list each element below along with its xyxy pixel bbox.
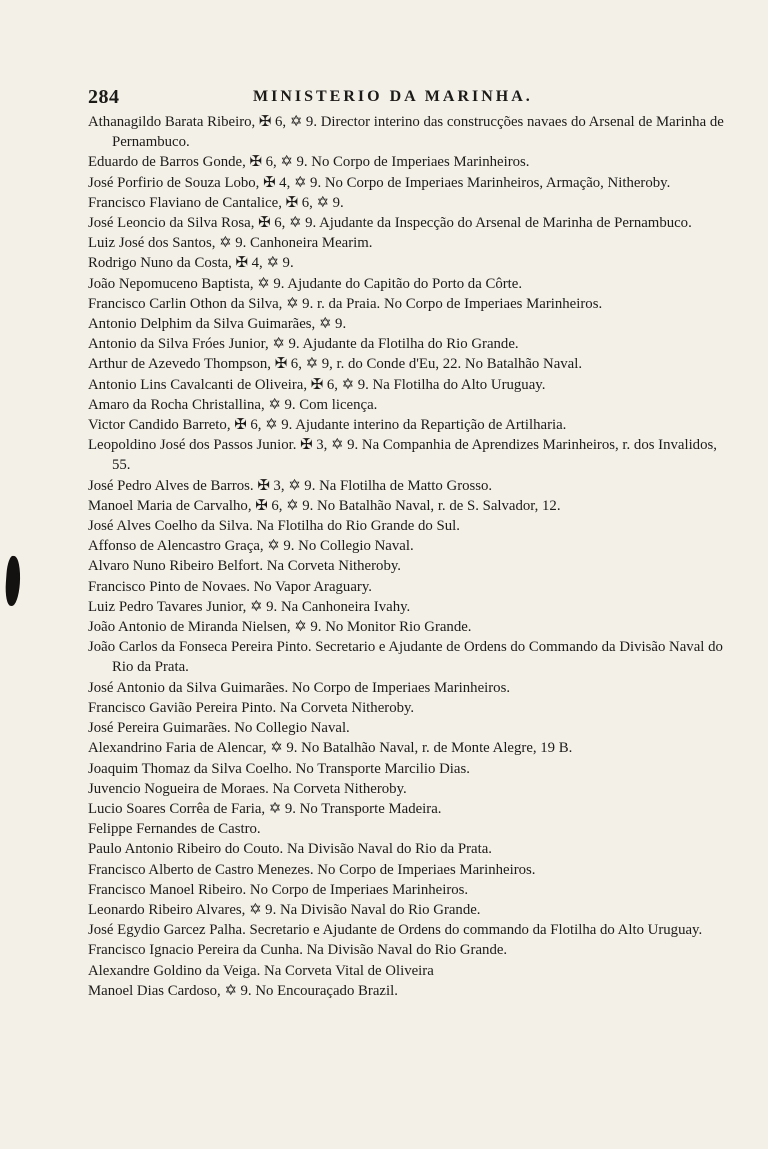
list-item: Francisco Pinto de Novaes. No Vapor Araguary. (88, 578, 372, 595)
list-item: João Antonio de Miranda Nielsen, ✡ 9. No Monitor Rio Grande. (88, 619, 472, 636)
list-item: José Antonio da Silva Guimarães. No Corpo de Imperiaes Marinheiros. (88, 679, 511, 696)
running-title: MINISTERIO DA MARINHA. (253, 88, 533, 105)
list-item: Affonso de Alencastro Graça, ✡ 9. No Collegio Naval. (88, 538, 414, 555)
entry-list (88, 112, 728, 1001)
page-header (88, 86, 728, 112)
list-item: José Porfirio de Souza Lobo, ✠ 4, ✡ 9. No Corpo de Imperiaes Marinheiros, Armação, Nitheroby. (88, 174, 671, 191)
list-item: Eduardo de Barros Gonde, ✠ 6, ✡ 9. No Corpo de Imperiaes Marinheiros. (88, 154, 530, 171)
list-item: Francisco Alberto de Castro Menezes. No Corpo de Imperiaes Marinheiros. (88, 861, 536, 878)
list-item: Paulo Antonio Ribeiro do Couto. Na Divisão Naval do Rio da Prata. (88, 841, 492, 858)
list-item: Leopoldino José dos Passos Junior. ✠ 3, ✡ 9. Na Companhia de Aprendizes Marinheiros, r. dos Invalidos, 55. (88, 437, 717, 474)
list-item: José Leoncio da Silva Rosa, ✠ 6, ✡ 9. Ajudante da Inspecção do Arsenal de Marinha de Pernambuco. (88, 215, 692, 232)
list-item: Luiz José dos Santos, ✡ 9. Canhoneira Mearim. (88, 235, 373, 252)
list-item: Alvaro Nuno Ribeiro Belfort. Na Corveta Nitheroby. (88, 558, 401, 575)
list-item: Antonio da Silva Fróes Junior, ✡ 9. Ajudante da Flotilha do Rio Grande. (88, 336, 519, 353)
list-item: Manoel Dias Cardoso, ✡ 9. No Encouraçado Brazil. (88, 982, 398, 999)
list-item: Francisco Flaviano de Cantalice, ✠ 6, ✡ 9. (88, 194, 344, 211)
list-item: Joaquim Thomaz da Silva Coelho. No Transporte Marcilio Dias. (88, 760, 470, 777)
list-item: Manoel Maria de Carvalho, ✠ 6, ✡ 9. No Batalhão Naval, r. de S. Salvador, 12. (88, 497, 561, 514)
list-item: Luiz Pedro Tavares Junior, ✡ 9. Na Canhoneira Ivahy. (88, 598, 411, 615)
list-item: Victor Candido Barreto, ✠ 6, ✡ 9. Ajudante interino da Repartição de Artilharia. (88, 417, 567, 434)
list-item: Antonio Delphim da Silva Guimarães, ✡ 9. (88, 316, 347, 333)
list-item: Francisco Gavião Pereira Pinto. Na Corveta Nitheroby. (88, 699, 415, 716)
ink-smudge (4, 556, 21, 607)
list-item: José Egydio Garcez Palha. Secretario e Ajudante de Ordens do commando da Flotilha do Alto Uruguay. (88, 922, 703, 939)
list-item: Alexandre Goldino da Veiga. Na Corveta Vital de Oliveira (88, 962, 434, 979)
list-item: José Alves Coelho da Silva. Na Flotilha do Rio Grande do Sul. (88, 518, 460, 535)
list-item: José Pereira Guimarães. No Collegio Naval. (88, 720, 350, 737)
list-item: Leonardo Ribeiro Alvares, ✡ 9. Na Divisão Naval do Rio Grande. (88, 901, 481, 918)
list-item: José Pedro Alves de Barros. ✠ 3, ✡ 9. Na Flotilha de Matto Grosso. (88, 477, 493, 494)
list-item: João Nepomuceno Baptista, ✡ 9. Ajudante do Capitão do Porto da Côrte. (88, 275, 523, 292)
list-item: Athanagildo Barata Ribeiro, ✠ 6, ✡ 9. Director interino das construcções navaes do Arsenal de Marinha de Pernambuco. (88, 114, 724, 151)
list-item: Juvencio Nogueira de Moraes. Na Corveta Nitheroby. (88, 780, 407, 797)
list-item: Francisco Ignacio Pereira da Cunha. Na Divisão Naval do Rio Grande. (88, 942, 508, 959)
list-item: Rodrigo Nuno da Costa, ✠ 4, ✡ 9. (88, 255, 294, 272)
list-item: Francisco Carlin Othon da Silva, ✡ 9. r. da Praia. No Corpo de Imperiaes Marinheiros. (88, 295, 603, 312)
list-item: Antonio Lins Cavalcanti de Oliveira, ✠ 6, ✡ 9. Na Flotilha do Alto Uruguay. (88, 376, 546, 393)
list-item: Francisco Manoel Ribeiro. No Corpo de Imperiaes Marinheiros. (88, 881, 469, 898)
list-item: Amaro da Rocha Christallina, ✡ 9. Com licença. (88, 396, 378, 413)
list-item: Alexandrino Faria de Alencar, ✡ 9. No Batalhão Naval, r. de Monte Alegre, 19 B. (88, 740, 573, 757)
list-item: Arthur de Azevedo Thompson, ✠ 6, ✡ 9, r. do Conde d'Eu, 22. No Batalhão Naval. (88, 356, 583, 373)
list-item: Lucio Soares Corrêa de Faria, ✡ 9. No Transporte Madeira. (88, 800, 442, 817)
list-item: Felippe Fernandes de Castro. (88, 821, 261, 838)
list-item: João Carlos da Fonseca Pereira Pinto. Secretario e Ajudante de Ordens do Commando da Divisão Naval do Rio da Prata. (88, 639, 723, 676)
page-number: 284 (88, 86, 120, 108)
